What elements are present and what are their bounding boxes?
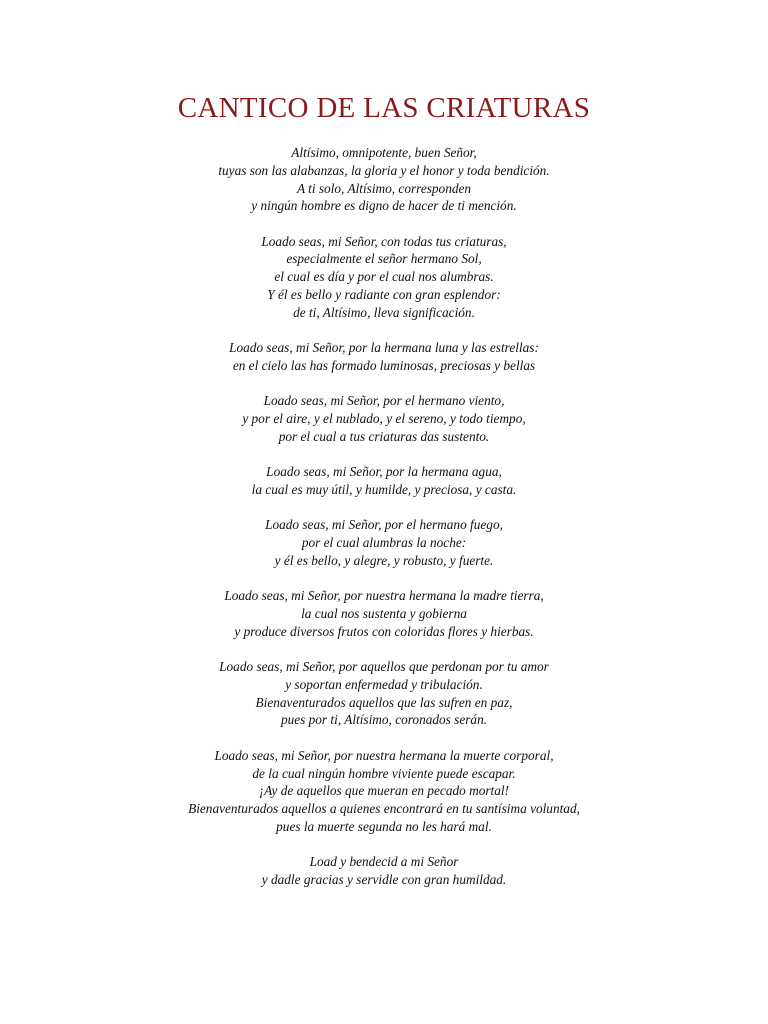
poem-line: el cual es día y por el cual nos alumbras. [274, 269, 494, 285]
poem-line: especialmente el señor hermano Sol, [286, 251, 482, 267]
poem-line: ¡Ay de aquellos que mueran en pecado mortal! [258, 783, 509, 799]
poem-line: y soportan enfermedad y tribulación. [285, 676, 483, 692]
poem-stanza [0, 747, 768, 836]
poem-stanza [0, 587, 768, 640]
poem-line: Loado seas, mi Señor, con todas tus criaturas, [261, 233, 507, 249]
poem-line: Bienaventurados aquellos que las sufren en paz, [255, 694, 513, 710]
poem-stanza [0, 853, 768, 889]
poem-stanza [0, 339, 768, 375]
poem-line: y produce diversos frutos con coloridas flores y hierbas. [234, 623, 534, 639]
poem-line: de ti, Altísimo, lleva significación. [293, 304, 475, 320]
poem-stanza [0, 144, 768, 215]
poem-line: Loado seas, mi Señor, por aquellos que perdonan por tu amor [219, 659, 549, 675]
poem-line: Bienaventurados aquellos a quienes encontrará en tu santísima voluntad, [188, 801, 580, 817]
poem-line: Loado seas, mi Señor, por la hermana agua, [266, 464, 502, 480]
poem-stanza [0, 463, 768, 499]
poem-stanza [0, 516, 768, 569]
poem-line: pues por ti, Altísimo, coronados serán. [280, 712, 488, 728]
poem-line: Loado seas, mi Señor, por el hermano fuego, [265, 517, 503, 533]
poem-line: A ti solo, Altísimo, corresponden [296, 180, 472, 196]
poem-line: la cual nos sustenta y gobierna [301, 605, 467, 621]
poem-line: de la cual ningún hombre viviente puede escapar. [252, 765, 516, 781]
poem-line: Y él es bello y radiante con gran esplendor: [267, 287, 501, 303]
poem-line: Loado seas, mi Señor, por nuestra hermana la muerte corporal, [214, 747, 554, 763]
poem-stanza [0, 658, 768, 729]
poem-line: Loado seas, mi Señor, por la hermana luna y las estrellas: [229, 340, 539, 356]
poem-line: y dadle gracias y servidle con gran humildad. [261, 872, 507, 887]
poem-body [0, 144, 768, 906]
poem-line: y ningún hombre es digno de hacer de ti mención. [251, 198, 517, 214]
poem-line: Load y bendecid a mi Señor [309, 854, 459, 870]
poem-line: Altísimo, omnipotente, buen Señor, [291, 145, 477, 160]
poem-line: Loado seas, mi Señor, por el hermano viento, [263, 393, 505, 409]
poem-line: por el cual alumbras la noche: [301, 535, 467, 551]
poem-line: Loado seas, mi Señor, por nuestra hermana la madre tierra, [224, 588, 544, 604]
poem-line: en el cielo las has formado luminosas, preciosas y bellas [232, 357, 536, 373]
poem-line: y él es bello, y alegre, y robusto, y fuerte. [274, 552, 494, 568]
page-title: CANTICO DE LAS CRIATURAS [177, 92, 591, 124]
poem-line: por el cual a tus criaturas das sustento. [278, 428, 490, 444]
poem-line: pues la muerte segunda no les hará mal. [276, 818, 492, 834]
poem-stanza [0, 233, 768, 322]
poem-stanza [0, 392, 768, 445]
poem-line: tuyas son las alabanzas, la gloria y el honor y toda bendición. [218, 162, 550, 178]
poem-line: y por el aire, y el nublado, y el sereno, y todo tiempo, [242, 411, 526, 427]
poem-line: la cual es muy útil, y humilde, y preciosa, y casta. [251, 481, 517, 497]
